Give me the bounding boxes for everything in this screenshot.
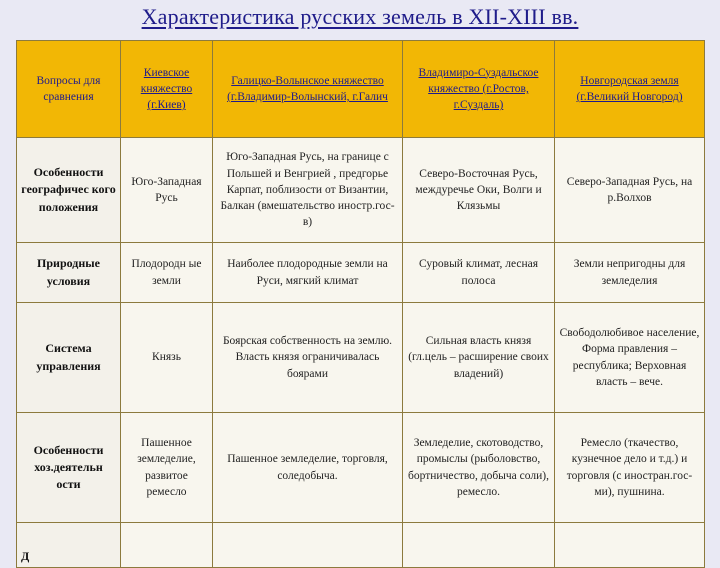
table-header-row: [17, 41, 705, 138]
row-question: Природные условия: [17, 243, 121, 303]
table-cell: Суровый климат, лесная полоса: [403, 243, 555, 303]
table-row: [17, 303, 705, 413]
comparison-table: [16, 40, 705, 568]
table-cell: Ремесло (ткачество, кузнечное дело и т.д.) и торговля (с иностран.гос-ми), пушнина.: [555, 413, 705, 523]
table-cell: Свободолюбивое население, Форма правления – республика; Верховная власть – вече.: [555, 303, 705, 413]
row-question: Система управления: [17, 303, 121, 413]
page-title: Характеристика русских земель в XII-XIII вв.: [141, 4, 579, 29]
header-cell-galicia-volhynia: Галицко-Волынское княжество (г.Владимир-Волынский, г.Галич: [213, 41, 403, 138]
table-cell: Плодородн ые земли: [121, 243, 213, 303]
table-cell: [403, 523, 555, 568]
table-cell: Северо-Западная Русь, на р.Волхов: [555, 138, 705, 243]
table-row: [17, 243, 705, 303]
header-cell-questions: Вопросы для сравнения: [17, 41, 121, 138]
table-cell: [213, 523, 403, 568]
header-cell-kiev: Киевское княжество (г.Киев): [121, 41, 213, 138]
table-cell: Юго-Западная Русь, на границе с Польшей и Венгрией , предгорье Карпат, поблизости от Византии, Балкан (вмешательство иностр.гос-в): [213, 138, 403, 243]
table-cell: Наиболее плодородные земли на Руси, мягкий климат: [213, 243, 403, 303]
table-row: [17, 413, 705, 523]
row-question: Д: [17, 523, 121, 568]
table-cell: Пашенное земледелие, торговля, соледобыча.: [213, 413, 403, 523]
table-cell: Земли непригодны для земледелия: [555, 243, 705, 303]
table-row: [17, 523, 705, 568]
table-cell: Князь: [121, 303, 213, 413]
header-cell-novgorod: Новгородская земля (г.Великий Новгород): [555, 41, 705, 138]
table-cell: [121, 523, 213, 568]
table-cell: Северо-Восточная Русь, междуречье Оки, Волги и Клязьмы: [403, 138, 555, 243]
table-cell: [555, 523, 705, 568]
table-cell: Пашенное земледелие, развитое ремесло: [121, 413, 213, 523]
row-question: Особенности географичес кого положения: [17, 138, 121, 243]
table-cell: Юго-Западная Русь: [121, 138, 213, 243]
table-cell: Сильная власть князя (гл.цель – расширение своих владений): [403, 303, 555, 413]
row-question: Особенности хоз.деятельн ости: [17, 413, 121, 523]
table-cell: Земледелие, скотоводство, промыслы (рыболовство, бортничество, добыча соли), ремесло.: [403, 413, 555, 523]
table-row: [17, 138, 705, 243]
table-cell: Боярская собственность на землю. Власть князя ограничивалась боярами: [213, 303, 403, 413]
header-cell-vladimir-suzdal: Владимиро-Суздальское княжество (г.Ростов, г.Суздаль): [403, 41, 555, 138]
